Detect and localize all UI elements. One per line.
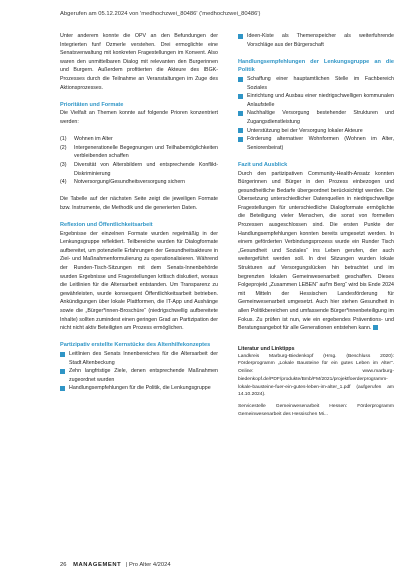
- core-items-list: [60, 350, 218, 393]
- policy-list: [238, 75, 394, 152]
- tables-paragraph: Die Tabelle auf der nächsten Seite zeigt die jeweiligen Formate bzw. Instrumente, die Methodik und die generierten Daten.: [60, 196, 218, 211]
- section-name: MANAGEMENT: [73, 562, 122, 568]
- literature-box: [238, 345, 394, 419]
- list-item: Zehn langfristige Ziele, denen entsprechende Maßnahmen zugeordnet wurden: [60, 367, 218, 384]
- literature-entry: Servicestelle Gemeinwesenarbeit Hessen: Förderprogramm Gemeinwesenarbeit des Hessischen Mi...: [238, 404, 394, 417]
- literature-entry: Landkreis Marburg-Biedenkopf (Hrsg. (Beschluss 2020): Förderprogramm „Lokale Bausteine für ein gutes Leben im Alter“. Online: www.marburg-biedenkopf.de/PDF/produkte/Bmb/FM/2021/projektfoerderprogramm-lokale-bausteine-fuer-ein-gutes-leben-im-alter_1.pdf (aufgerufen am 14.10.2024).: [238, 353, 394, 398]
- heading-policy: Handlungsempfehlungen der Lenkungsgruppe an die Politik: [238, 58, 394, 74]
- bullet-square-icon: [60, 352, 65, 357]
- page-footer: [60, 562, 171, 568]
- left-column: [60, 32, 218, 393]
- bullet-square-icon: [238, 111, 243, 116]
- list-item: Schaffung einer hauptamtlichen Stelle im Fachbereich Soziales: [238, 75, 394, 92]
- list-item: Förderung alternativer Wohnformen (Wohnen im Alter, Seniorenbeirat): [238, 135, 394, 152]
- literature-heading: Literatur und Linktipps: [238, 345, 295, 352]
- conclusion-paragraph: Durch den partizipativen Community-Health-Ansatz konnten Bürgerinnen und Bürger in den Prozess einbezogen und gesundheitliche Bedarfe übergeordnet berücksichtigt werden. Die Übersetzung unterschiedlicher Datenquellen in niedrigschwellige Fragestellungen für unterschiedliche Dialogformate ermöglichte die Beteiligung vieler Menschen, die sonst von formellen Prozessen ausgeschlossen sind. Die ersten Punkte der Handlungsempfehlungen konnten bereits umgesetzt werden. In einem geförderten Verbindungsprozess wurde ein Runder Tisch „Gesundheit und Soziales“ ins Leben gerufen, der auch weitergeführt werden soll. In drei Sitzungen wurden lokale Strukturen auf Versorgungslücken hin betrachtet und im begrenzten lokalen Gemeinwesenarbeit geschaffen. Dieses Folgeprojekt „Zusammen LEBEN“ auf'm Berg“ wird bis Ende 2024 mit Mitteln der Hessischen Landesförderung für Gemeinwesenarbeit umgesetzt. Auch hier stehen Gesundheit in allen Politikbereichen und umfassende Bürger*innenbeteiligung im Fokus. Zu prüfen ist nun, wie ein ergebendes Präventions- und Beratungsangebot für alle Generationen entstehen kann.: [238, 170, 394, 332]
- reflection-paragraph: Ergebnisse der einzelnen Formate wurden regelmäßig in der Lenkungsgruppe reflektiert. Teilbereiche wurden für Dialogformate aufbereitet, um potenzielle Erfahrungen der Gesundheitsakteure in Ziel- und Maßnahmenformulierung zu operationalisieren. Während der Runden-Tisch-Sitzungen mit dem Senats-Innenbehörde wurden Ergebnisse und Fragestellungen kritisch diskutiert, woraus die Leitlinien für die Altersarbeit entstanden. Um Transparenz zu gewährleisten, wurde konsequent Öffentlichkeitsarbeit betrieben. Ankündigungen über lokale Plattformen, die IT-App und Aushänge sowie die „Bürger*innen-Broschüre“ (niedrigschwellig aufbereitete Inhalte) sollten zumindest einen geringen Grad an Partizipation der nicht nicht aktiv Beteiligten am Prozess ermöglichen.: [60, 230, 218, 332]
- bullet-square-icon: [238, 128, 243, 133]
- list-item: Einrichtung und Ausbau einer niedrigschwelligen kommunalen Anlaufstelle: [238, 92, 394, 109]
- ideas-list: [238, 32, 394, 49]
- publication-info: | Pro Alter 4/2024: [125, 562, 171, 568]
- list-item: (4) Notversorgung/Gesundheitsversorgung sichern: [60, 179, 186, 186]
- list-item: (2) Intergenerationelle Begegnungen und Teilhabemöglichkeiten verbleibenden schaffen: [60, 144, 218, 160]
- right-column: [238, 32, 394, 418]
- heading-reflection: Reflexion und Öffentlichkeitsarbeit: [60, 222, 153, 229]
- list-item: Nachhaltige Versorgung bestehender Strukturen und Zugangsdienstleistung: [238, 109, 394, 126]
- list-item: Leitlinien des Senats Innenbereiches für die Altersarbeit der Stadt Altenbeckung: [60, 350, 218, 367]
- formats-paragraph: Die Vielfalt an Themen konnte auf folgende Prioren konzentriert werden:: [60, 110, 218, 125]
- heading-conclusion: Fazit und Ausblick: [238, 161, 288, 168]
- bullet-square-icon: [238, 77, 243, 82]
- download-notice: Abgerufen am 05.12.2024 von 'medhochzwei_80486' ('medhochzwei_80486'): [60, 11, 261, 17]
- page-number: 26: [60, 562, 67, 568]
- heading-formats: Prioritäten und Formate: [60, 101, 124, 108]
- bullet-square-icon: [60, 369, 65, 374]
- end-mark-icon: [373, 325, 378, 330]
- bullet-square-icon: [238, 34, 243, 39]
- priority-list: [60, 135, 218, 187]
- list-item: Ideen-Kiste als Themenspeicher als weiterfuhrende Vorschläge aus der Bürgerschaft: [238, 32, 394, 49]
- list-item: Handlungsempfehlungen für die Politik, die Lenkungsgruppe: [60, 384, 218, 393]
- list-item: Unterstützung bei der Versorgung lokaler Akteure: [238, 127, 394, 136]
- intro-paragraph: Unter anderem konnte die OPV an den Befundungen der Integrierten funf Ozmerle verstehen. Drei ermoglichte eine Senatsverwaltung mit konkreten Fragestellungen im Konvent. Also waren den unmittelbaren Dialog mit relevanten den Burgerinnen und Burgern. Außerdem profitierten die Akteure des IBGK-Prozesses durch die Teilnahme an Veranstaltungen im Zuge des Aktionsprozesses.: [60, 33, 218, 91]
- bullet-square-icon: [238, 94, 243, 99]
- bullet-square-icon: [238, 137, 243, 142]
- list-item: (3) Diversität von Altersbildern und entsprechende Konflikt-Diskriminierung: [60, 161, 218, 177]
- heading-participative: Partizipativ erstellte Kernstücke des Altenhilfekonzeptes: [60, 342, 211, 349]
- bullet-square-icon: [60, 386, 65, 391]
- list-item: (1) Wohnen im Alter: [60, 136, 113, 143]
